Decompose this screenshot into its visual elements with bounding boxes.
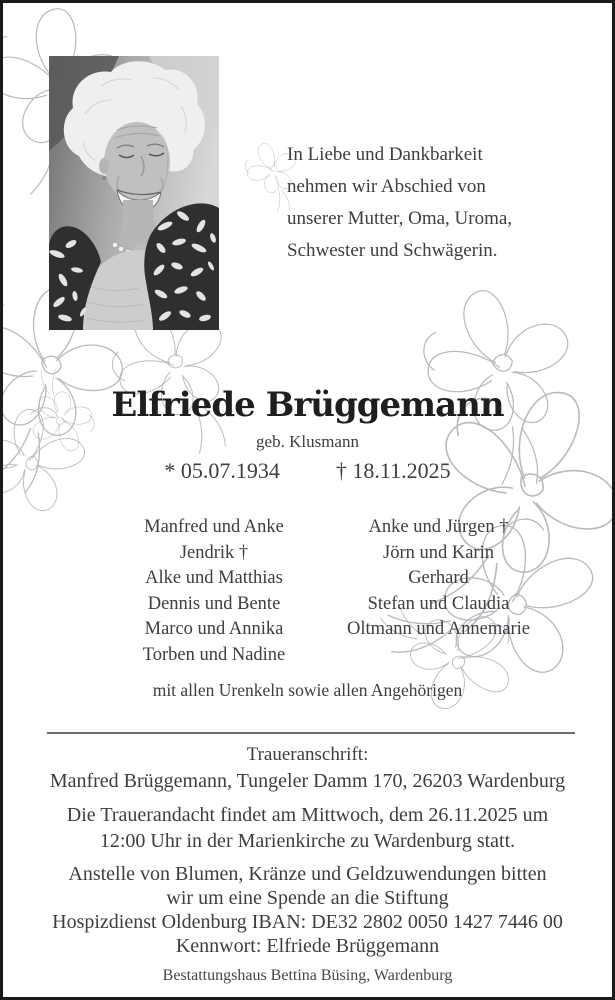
service-info	[3, 802, 612, 854]
donation-info	[3, 862, 612, 958]
intro-line: unserer Mutter, Oma, Uroma,	[287, 208, 513, 229]
footer-block	[3, 743, 612, 987]
intro-line: Schwester und Schwägerin.	[287, 240, 498, 261]
address-label: Traueranschrift:	[246, 744, 369, 765]
mourner-line: Dennis und Bente	[147, 593, 281, 614]
mourner-line: Anke und Jürgen †	[368, 517, 509, 537]
mourner-line: Manfred und Anke	[144, 517, 284, 537]
donation-line: Hospizdienst Oldenburg IBAN: DE32 2802 0050 1427 7446 00	[52, 911, 563, 933]
divider-rule	[47, 732, 575, 734]
deceased-name: Elfriede Brüggemann	[111, 385, 504, 425]
mourner-line: Torben und Nadine	[142, 644, 286, 665]
intro-line: nehmen wir Abschied von	[287, 176, 486, 197]
address-line: Manfred Brüggemann, Tungeler Damm 170, 26203 Wardenburg	[49, 770, 566, 792]
donation-line: wir um eine Spende an die Stiftung	[166, 887, 449, 909]
mourner-line: Jendrik †	[179, 542, 249, 563]
mourner-line: Oltmann und Annemarie	[347, 619, 530, 639]
birth-date: * 05.07.1934	[164, 458, 280, 483]
mourners-column-left	[99, 515, 329, 668]
mourners-columns	[3, 515, 612, 668]
death-date: † 18.11.2025	[335, 458, 451, 483]
donation-line: Anstelle von Blumen, Kränze und Geldzuwendungen bitten	[68, 863, 547, 885]
donation-line: Kennwort: Elfriede Brüggemann	[175, 935, 440, 957]
mourner-line: Alke und Matthias	[145, 568, 283, 588]
funeral-home: Bestattungshaus Bettina Büsing, Wardenburg	[162, 967, 453, 984]
mourner-line: Gerhard	[408, 568, 469, 588]
closing-line: mit allen Urenkeln sowie allen Angehörigen	[152, 680, 463, 700]
mourner-line: Stefan und Claudia	[367, 593, 510, 614]
intro-line: In Liebe und Dankbarkeit	[287, 144, 483, 165]
mourner-line: Marco und Annika	[144, 619, 284, 639]
service-line: 12:00 Uhr in der Marienkirche zu Wardenburg statt.	[99, 830, 516, 852]
life-dates	[3, 458, 612, 484]
service-line: Die Trauerandacht findet am Mittwoch, dem 26.11.2025 um	[66, 804, 549, 826]
portrait-illustration	[49, 56, 219, 330]
portrait-photo	[49, 56, 219, 330]
maiden-name: geb. Klusmann	[256, 432, 359, 451]
mourners-column-right	[331, 515, 546, 668]
intro-text	[287, 139, 512, 267]
mourner-line: Jörn und Karin	[383, 542, 494, 563]
